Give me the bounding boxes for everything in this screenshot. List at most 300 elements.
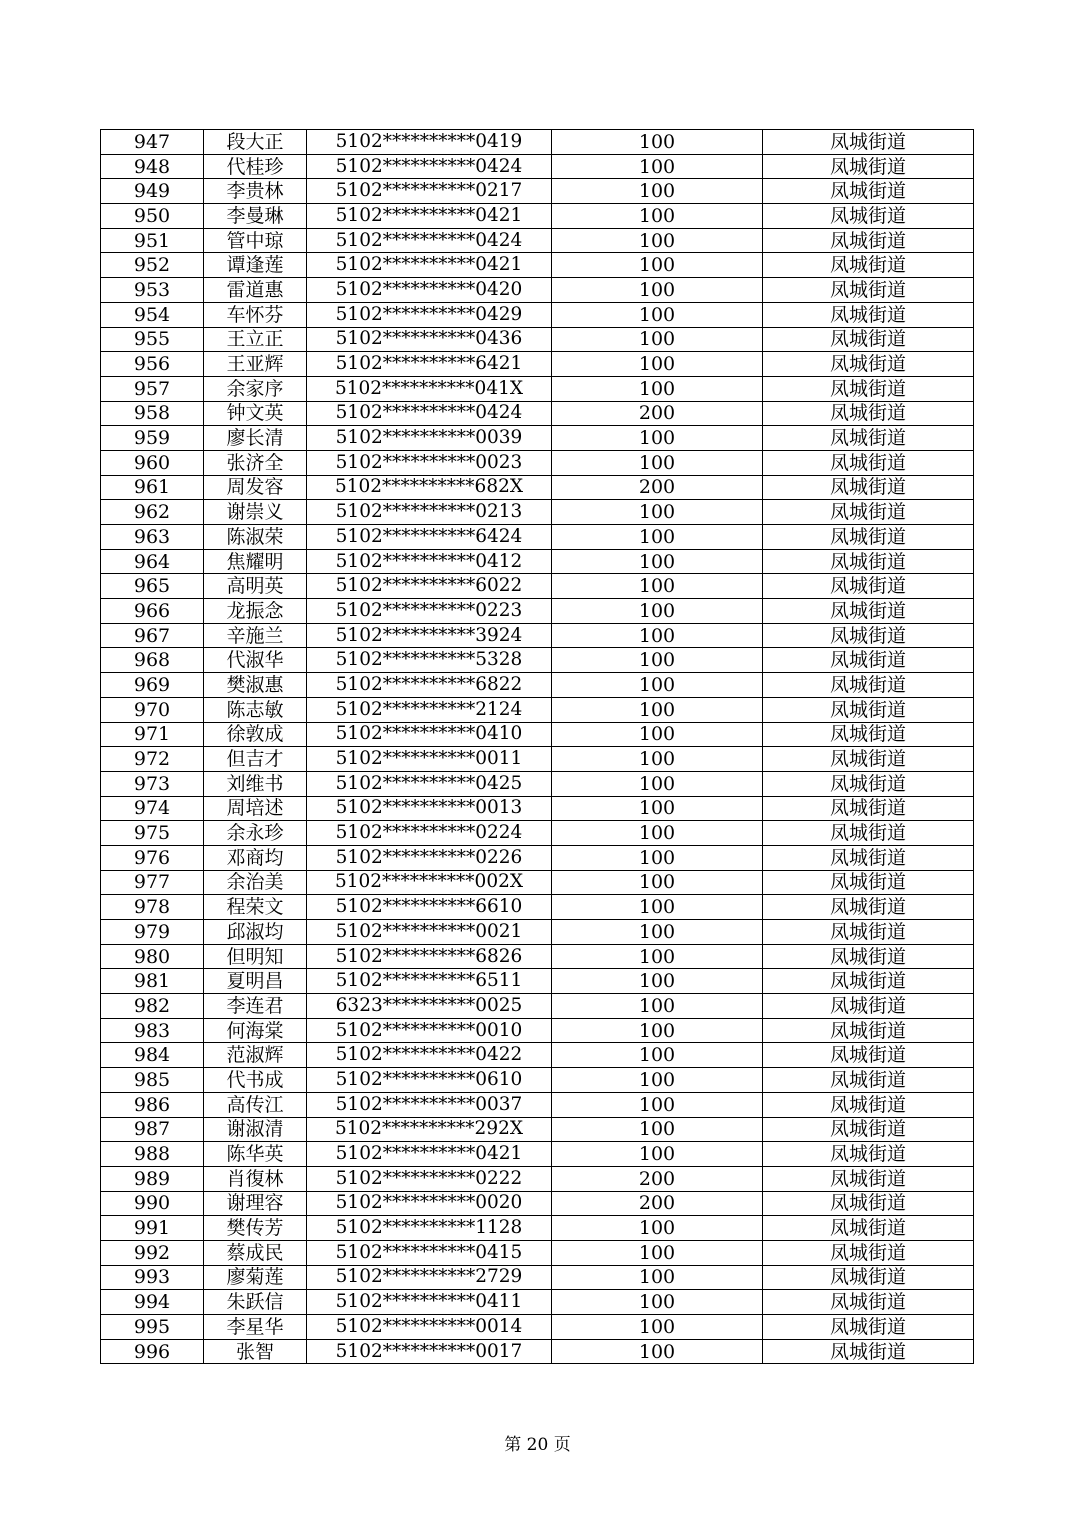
street-cell: 凤城街道 (763, 1240, 974, 1265)
street-cell: 凤城街道 (763, 1339, 974, 1364)
seq-cell: 968 (101, 648, 204, 673)
name-cell: 李贵林 (204, 179, 307, 204)
street-cell: 凤城街道 (763, 376, 974, 401)
street-cell: 凤城街道 (763, 327, 974, 352)
table-row (101, 352, 974, 377)
table-row (101, 1043, 974, 1068)
amount-cell: 200 (552, 401, 763, 426)
table-row (101, 697, 974, 722)
street-cell: 凤城街道 (763, 821, 974, 846)
data-table (100, 129, 974, 1364)
id-cell: 5102**********0037 (307, 1092, 552, 1117)
amount-cell: 100 (552, 944, 763, 969)
name-cell: 周发容 (204, 475, 307, 500)
table-row (101, 1166, 974, 1191)
table-row (101, 821, 974, 846)
amount-cell: 100 (552, 228, 763, 253)
seq-cell: 972 (101, 747, 204, 772)
street-cell: 凤城街道 (763, 747, 974, 772)
name-cell: 余治美 (204, 870, 307, 895)
seq-cell: 978 (101, 895, 204, 920)
name-cell: 廖长清 (204, 426, 307, 451)
amount-cell: 100 (552, 1339, 763, 1364)
table-row (101, 920, 974, 945)
name-cell: 谭逢莲 (204, 253, 307, 278)
seq-cell: 985 (101, 1068, 204, 1093)
id-cell: 5102**********0020 (307, 1191, 552, 1216)
amount-cell: 100 (552, 549, 763, 574)
amount-cell: 100 (552, 845, 763, 870)
street-cell: 凤城街道 (763, 401, 974, 426)
name-cell: 但吉才 (204, 747, 307, 772)
id-cell: 5102**********0021 (307, 920, 552, 945)
table-row (101, 179, 974, 204)
amount-cell: 100 (552, 1315, 763, 1340)
id-cell: 5102**********6610 (307, 895, 552, 920)
street-cell: 凤城街道 (763, 1290, 974, 1315)
table-row (101, 1339, 974, 1364)
name-cell: 陈华英 (204, 1142, 307, 1167)
id-cell: 5102**********292X (307, 1117, 552, 1142)
amount-cell: 200 (552, 1191, 763, 1216)
id-cell: 5102**********2124 (307, 697, 552, 722)
street-cell: 凤城街道 (763, 969, 974, 994)
name-cell: 车怀芬 (204, 302, 307, 327)
seq-cell: 964 (101, 549, 204, 574)
name-cell: 朱跃信 (204, 1290, 307, 1315)
name-cell: 蔡成民 (204, 1240, 307, 1265)
table-row (101, 599, 974, 624)
table-row (101, 1265, 974, 1290)
id-cell: 5102**********0424 (307, 228, 552, 253)
amount-cell: 100 (552, 1216, 763, 1241)
seq-cell: 971 (101, 722, 204, 747)
seq-cell: 992 (101, 1240, 204, 1265)
seq-cell: 987 (101, 1117, 204, 1142)
id-cell: 5102**********002X (307, 870, 552, 895)
name-cell: 谢理容 (204, 1191, 307, 1216)
seq-cell: 983 (101, 1018, 204, 1043)
street-cell: 凤城街道 (763, 1043, 974, 1068)
name-cell: 张济全 (204, 450, 307, 475)
name-cell: 徐敦成 (204, 722, 307, 747)
id-cell: 5102**********0421 (307, 204, 552, 229)
amount-cell: 100 (552, 821, 763, 846)
id-cell: 5102**********0421 (307, 1142, 552, 1167)
id-cell: 5102**********0610 (307, 1068, 552, 1093)
street-cell: 凤城街道 (763, 870, 974, 895)
name-cell: 陈志敏 (204, 697, 307, 722)
street-cell: 凤城街道 (763, 154, 974, 179)
amount-cell: 100 (552, 179, 763, 204)
table-row (101, 870, 974, 895)
name-cell: 代淑华 (204, 648, 307, 673)
seq-cell: 961 (101, 475, 204, 500)
table-row (101, 574, 974, 599)
amount-cell: 100 (552, 1142, 763, 1167)
street-cell: 凤城街道 (763, 994, 974, 1019)
amount-cell: 100 (552, 870, 763, 895)
amount-cell: 100 (552, 747, 763, 772)
name-cell: 代桂珍 (204, 154, 307, 179)
table-row (101, 549, 974, 574)
table-row (101, 278, 974, 303)
table-row (101, 1018, 974, 1043)
amount-cell: 100 (552, 1068, 763, 1093)
seq-cell: 959 (101, 426, 204, 451)
name-cell: 谢淑清 (204, 1117, 307, 1142)
name-cell: 龙振念 (204, 599, 307, 624)
table-row (101, 944, 974, 969)
amount-cell: 100 (552, 648, 763, 673)
table-row (101, 845, 974, 870)
seq-cell: 990 (101, 1191, 204, 1216)
id-cell: 5102**********0011 (307, 747, 552, 772)
amount-cell: 100 (552, 920, 763, 945)
seq-cell: 973 (101, 771, 204, 796)
street-cell: 凤城街道 (763, 450, 974, 475)
id-cell: 5102**********3924 (307, 623, 552, 648)
table-row (101, 154, 974, 179)
street-cell: 凤城街道 (763, 1265, 974, 1290)
amount-cell: 100 (552, 771, 763, 796)
amount-cell: 100 (552, 278, 763, 303)
id-cell: 5102**********0039 (307, 426, 552, 451)
seq-cell: 995 (101, 1315, 204, 1340)
amount-cell: 100 (552, 574, 763, 599)
street-cell: 凤城街道 (763, 895, 974, 920)
table-row (101, 771, 974, 796)
seq-cell: 974 (101, 796, 204, 821)
table-row (101, 1068, 974, 1093)
amount-cell: 100 (552, 352, 763, 377)
name-cell: 肖復林 (204, 1166, 307, 1191)
street-cell: 凤城街道 (763, 845, 974, 870)
seq-cell: 994 (101, 1290, 204, 1315)
amount-cell: 100 (552, 796, 763, 821)
amount-cell: 100 (552, 1117, 763, 1142)
name-cell: 焦耀明 (204, 549, 307, 574)
street-cell: 凤城街道 (763, 944, 974, 969)
amount-cell: 100 (552, 376, 763, 401)
table-row (101, 648, 974, 673)
street-cell: 凤城街道 (763, 920, 974, 945)
id-cell: 5102**********6826 (307, 944, 552, 969)
name-cell: 范淑辉 (204, 1043, 307, 1068)
table-row (101, 1191, 974, 1216)
street-cell: 凤城街道 (763, 1068, 974, 1093)
street-cell: 凤城街道 (763, 1117, 974, 1142)
street-cell: 凤城街道 (763, 574, 974, 599)
name-cell: 何海棠 (204, 1018, 307, 1043)
table-row (101, 525, 974, 550)
street-cell: 凤城街道 (763, 352, 974, 377)
name-cell: 刘维书 (204, 771, 307, 796)
name-cell: 程荣文 (204, 895, 307, 920)
street-cell: 凤城街道 (763, 253, 974, 278)
seq-cell: 958 (101, 401, 204, 426)
amount-cell: 100 (552, 1018, 763, 1043)
amount-cell: 100 (552, 253, 763, 278)
street-cell: 凤城街道 (763, 623, 974, 648)
seq-cell: 963 (101, 525, 204, 550)
seq-cell: 962 (101, 500, 204, 525)
street-cell: 凤城街道 (763, 475, 974, 500)
street-cell: 凤城街道 (763, 796, 974, 821)
seq-cell: 956 (101, 352, 204, 377)
street-cell: 凤城街道 (763, 1191, 974, 1216)
amount-cell: 100 (552, 154, 763, 179)
street-cell: 凤城街道 (763, 722, 974, 747)
name-cell: 王立正 (204, 327, 307, 352)
amount-cell: 100 (552, 450, 763, 475)
street-cell: 凤城街道 (763, 1166, 974, 1191)
id-cell: 5102**********0017 (307, 1339, 552, 1364)
id-cell: 5102**********0013 (307, 796, 552, 821)
amount-cell: 100 (552, 623, 763, 648)
id-cell: 6323**********0025 (307, 994, 552, 1019)
table-row (101, 1117, 974, 1142)
street-cell: 凤城街道 (763, 500, 974, 525)
id-cell: 5102**********0226 (307, 845, 552, 870)
id-cell: 5102**********6022 (307, 574, 552, 599)
id-cell: 5102**********0422 (307, 1043, 552, 1068)
seq-cell: 982 (101, 994, 204, 1019)
amount-cell: 100 (552, 1043, 763, 1068)
table-row (101, 722, 974, 747)
name-cell: 雷道惠 (204, 278, 307, 303)
amount-cell: 100 (552, 895, 763, 920)
id-cell: 5102**********6822 (307, 673, 552, 698)
table-row (101, 747, 974, 772)
seq-cell: 969 (101, 673, 204, 698)
name-cell: 谢崇义 (204, 500, 307, 525)
seq-cell: 981 (101, 969, 204, 994)
table-row (101, 228, 974, 253)
seq-cell: 988 (101, 1142, 204, 1167)
seq-cell: 949 (101, 179, 204, 204)
id-cell: 5102**********0424 (307, 401, 552, 426)
amount-cell: 100 (552, 302, 763, 327)
street-cell: 凤城街道 (763, 673, 974, 698)
id-cell: 5102**********0420 (307, 278, 552, 303)
amount-cell: 100 (552, 969, 763, 994)
name-cell: 廖菊莲 (204, 1265, 307, 1290)
seq-cell: 977 (101, 870, 204, 895)
id-cell: 5102**********0010 (307, 1018, 552, 1043)
amount-cell: 100 (552, 1240, 763, 1265)
table-row (101, 253, 974, 278)
amount-cell: 100 (552, 673, 763, 698)
amount-cell: 200 (552, 475, 763, 500)
street-cell: 凤城街道 (763, 549, 974, 574)
seq-cell: 965 (101, 574, 204, 599)
amount-cell: 100 (552, 525, 763, 550)
street-cell: 凤城街道 (763, 228, 974, 253)
table-row (101, 969, 974, 994)
id-cell: 5102**********682X (307, 475, 552, 500)
amount-cell: 100 (552, 327, 763, 352)
id-cell: 5102**********0412 (307, 549, 552, 574)
seq-cell: 979 (101, 920, 204, 945)
amount-cell: 100 (552, 599, 763, 624)
seq-cell: 957 (101, 376, 204, 401)
seq-cell: 989 (101, 1166, 204, 1191)
table-row (101, 204, 974, 229)
seq-cell: 984 (101, 1043, 204, 1068)
page-number: 第 20 页 (504, 1435, 571, 1455)
table-row (101, 376, 974, 401)
id-cell: 5102**********0014 (307, 1315, 552, 1340)
name-cell: 高传江 (204, 1092, 307, 1117)
id-cell: 5102**********0425 (307, 771, 552, 796)
amount-cell: 100 (552, 500, 763, 525)
street-cell: 凤城街道 (763, 204, 974, 229)
id-cell: 5102**********2729 (307, 1265, 552, 1290)
id-cell: 5102**********0217 (307, 179, 552, 204)
id-cell: 5102**********5328 (307, 648, 552, 673)
table-row (101, 796, 974, 821)
table-row (101, 500, 974, 525)
amount-cell: 100 (552, 697, 763, 722)
seq-cell: 953 (101, 278, 204, 303)
name-cell: 樊传芳 (204, 1216, 307, 1241)
name-cell: 陈淑荣 (204, 525, 307, 550)
id-cell: 5102**********0410 (307, 722, 552, 747)
amount-cell: 100 (552, 1265, 763, 1290)
name-cell: 周培述 (204, 796, 307, 821)
id-cell: 5102**********6511 (307, 969, 552, 994)
id-cell: 5102**********0421 (307, 253, 552, 278)
amount-cell: 100 (552, 722, 763, 747)
table-row (101, 1315, 974, 1340)
table-row (101, 623, 974, 648)
street-cell: 凤城街道 (763, 426, 974, 451)
id-cell: 5102**********0223 (307, 599, 552, 624)
street-cell: 凤城街道 (763, 179, 974, 204)
name-cell: 邓商均 (204, 845, 307, 870)
id-cell: 5102**********1128 (307, 1216, 552, 1241)
street-cell: 凤城街道 (763, 1142, 974, 1167)
name-cell: 李星华 (204, 1315, 307, 1340)
street-cell: 凤城街道 (763, 130, 974, 155)
seq-cell: 967 (101, 623, 204, 648)
name-cell: 李连君 (204, 994, 307, 1019)
table-row (101, 1240, 974, 1265)
table-row (101, 426, 974, 451)
id-cell: 5102**********0411 (307, 1290, 552, 1315)
table-row (101, 1092, 974, 1117)
name-cell: 高明英 (204, 574, 307, 599)
name-cell: 余家序 (204, 376, 307, 401)
street-cell: 凤城街道 (763, 697, 974, 722)
seq-cell: 986 (101, 1092, 204, 1117)
street-cell: 凤城街道 (763, 771, 974, 796)
id-cell: 5102**********0429 (307, 302, 552, 327)
name-cell: 段大正 (204, 130, 307, 155)
amount-cell: 100 (552, 204, 763, 229)
name-cell: 王亚辉 (204, 352, 307, 377)
seq-cell: 951 (101, 228, 204, 253)
amount-cell: 100 (552, 994, 763, 1019)
table-row (101, 130, 974, 155)
table-row (101, 327, 974, 352)
id-cell: 5102**********041X (307, 376, 552, 401)
table-row (101, 895, 974, 920)
seq-cell: 996 (101, 1339, 204, 1364)
name-cell: 但明知 (204, 944, 307, 969)
seq-cell: 947 (101, 130, 204, 155)
page-footer (0, 1430, 1075, 1455)
street-cell: 凤城街道 (763, 648, 974, 673)
seq-cell: 960 (101, 450, 204, 475)
name-cell: 管中琼 (204, 228, 307, 253)
id-cell: 5102**********0424 (307, 154, 552, 179)
street-cell: 凤城街道 (763, 599, 974, 624)
table-row (101, 450, 974, 475)
name-cell: 钟文英 (204, 401, 307, 426)
seq-cell: 991 (101, 1216, 204, 1241)
seq-cell: 954 (101, 302, 204, 327)
name-cell: 樊淑惠 (204, 673, 307, 698)
id-cell: 5102**********0213 (307, 500, 552, 525)
amount-cell: 100 (552, 1092, 763, 1117)
amount-cell: 100 (552, 1290, 763, 1315)
street-cell: 凤城街道 (763, 1018, 974, 1043)
id-cell: 5102**********0023 (307, 450, 552, 475)
name-cell: 夏明昌 (204, 969, 307, 994)
seq-cell: 993 (101, 1265, 204, 1290)
seq-cell: 952 (101, 253, 204, 278)
street-cell: 凤城街道 (763, 1315, 974, 1340)
seq-cell: 976 (101, 845, 204, 870)
id-cell: 5102**********0436 (307, 327, 552, 352)
id-cell: 5102**********6424 (307, 525, 552, 550)
seq-cell: 980 (101, 944, 204, 969)
table-row (101, 994, 974, 1019)
seq-cell: 975 (101, 821, 204, 846)
name-cell: 辛施兰 (204, 623, 307, 648)
table-row (101, 401, 974, 426)
street-cell: 凤城街道 (763, 1216, 974, 1241)
seq-cell: 970 (101, 697, 204, 722)
name-cell: 余永珍 (204, 821, 307, 846)
table-row (101, 1142, 974, 1167)
name-cell: 邱淑均 (204, 920, 307, 945)
name-cell: 张智 (204, 1339, 307, 1364)
amount-cell: 200 (552, 1166, 763, 1191)
amount-cell: 100 (552, 426, 763, 451)
table-row (101, 1290, 974, 1315)
street-cell: 凤城街道 (763, 278, 974, 303)
id-cell: 5102**********0222 (307, 1166, 552, 1191)
id-cell: 5102**********0415 (307, 1240, 552, 1265)
table-row (101, 673, 974, 698)
id-cell: 5102**********6421 (307, 352, 552, 377)
street-cell: 凤城街道 (763, 1092, 974, 1117)
amount-cell: 100 (552, 130, 763, 155)
table-row (101, 302, 974, 327)
table-body (101, 130, 974, 1364)
name-cell: 代书成 (204, 1068, 307, 1093)
id-cell: 5102**********0419 (307, 130, 552, 155)
seq-cell: 948 (101, 154, 204, 179)
seq-cell: 966 (101, 599, 204, 624)
table-row (101, 475, 974, 500)
street-cell: 凤城街道 (763, 302, 974, 327)
street-cell: 凤城街道 (763, 525, 974, 550)
seq-cell: 950 (101, 204, 204, 229)
